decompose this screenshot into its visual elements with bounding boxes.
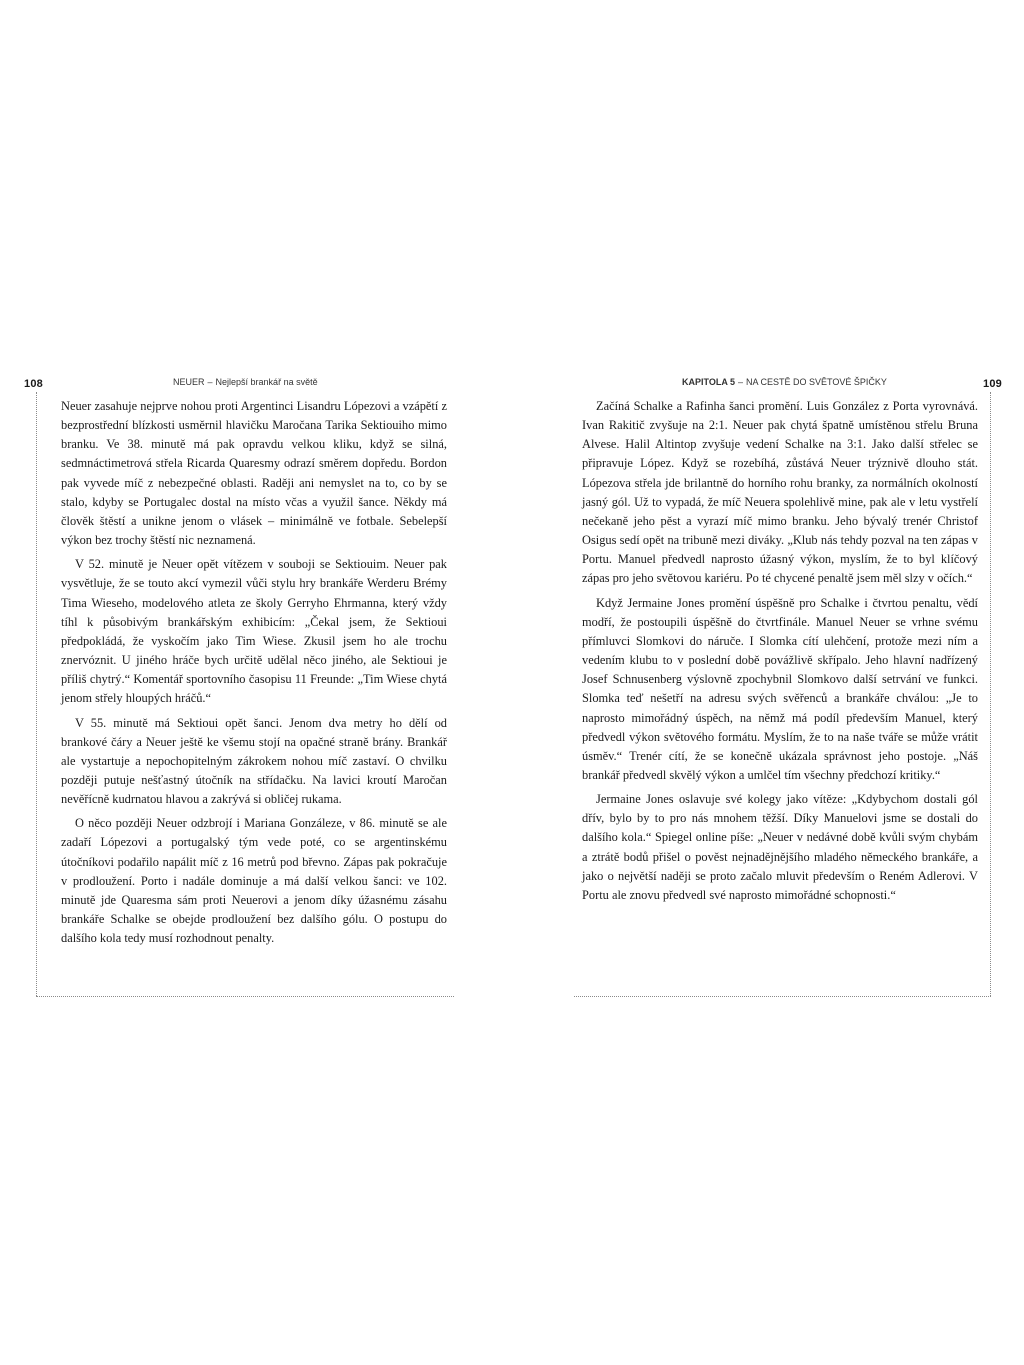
page-number-right: 109 [983, 378, 1002, 390]
left-margin-rule [36, 392, 37, 996]
running-head-book-title: Nejlepší brankář na světě [215, 377, 318, 387]
paragraph: Jermaine Jones oslavuje své kolegy jako vítěze: „Kdybychom dostali gól dřív, bylo by to pro nás mnohem těžší. Díky Manuelovi jsme se dostali do dalšího kola.“ Spiegel online píše: „Neuer v nedávné době kvůli svým chybám a ztrátě bodů přišel o pověst nejnadějnějšího mladého německého brankáře, a jako o největší naději se proto začalo mluvit především o Reném Adlerovi. V Portu ale znovu předvedl své naprosto mimořádné schopnosti.“ [582, 792, 978, 902]
right-bottom-rule [574, 996, 991, 997]
running-head-separator: – [207, 377, 213, 387]
running-head-left [173, 377, 318, 387]
right-margin-rule [990, 392, 991, 996]
right-body-text [582, 397, 978, 910]
left-bottom-rule [36, 996, 454, 997]
paragraph: Neuer zasahuje nejprve nohou proti Argentinci Lisandru Lópezovi a vzápětí z bezprostřední blízkosti usměrnil hlavičku Maročana Tarika Sektiouiho mimo branku. Ve 38. minutě má pak opravdu velkou kliku, když se silná, sedmnáctimetrová střela Ricarda Quaresmy odrazí směrem dopředu. Bordon pak vyvede míč z nebezpečné oblasti. Raději ani nemyslet na to, co by se stalo, kdyby se Portugalec dostal na místo včas a využil šance. Někdy má člověk štěstí a unikne jenom o vlásek – minimálně ve fotbale. Sebelepší výkon bez trochy štěstí nic neznamená. [61, 399, 447, 548]
paragraph: Když Jermaine Jones promění úspěšně pro Schalke i čtvrtou penaltu, vědí modří, že postoupili úspěšně do čtvrtfinále. Manuel Neuer se vrhne svému přímluvci Slomkovi do náruče. I Slomka cítí ulehčení, protože mezi ním a vedením klubu to v poslední době povážlivě skřípalo. Jeho hlavní nadřízený Josef Schnusenberg výslovně zpochybnil Slomkovo další setrvání ve funkci. Slomka teď nešetří na adresu svých svěřenců a brankáře chválou: „Je to naprosto mimořádný úspěch, na němž má podíl především Manuel, který předvedl výkon světového formátu. Myslím, že to na naše tváře se může vrátit úsměv.“ Trenér cítí, že se konečně ukázala správnost jeho postoje. „Náš brankář předvedl skvělý výkon a umlčel tím všechny předchozí kritiky.“ [582, 595, 978, 782]
running-head-right [682, 377, 887, 387]
running-head-author: NEUER [173, 377, 205, 387]
page-number-left: 108 [24, 378, 43, 390]
paragraph: O něco později Neuer odzbrojí i Mariana Gonzáleze, v 86. minutě se ale zadaří Lópezovi a portugalský tým vede poté, co se argentinskému útočníkovi podařilo napálit míč z 16 metrů pod břevno. Zápas pak pokračuje v prodloužení. Porto i nadále dominuje a má další velkou šanci: ve 102. minutě jde Quaresma sám proti Neuerovi a jenom díky úžasnému zásahu brankáře Schalke se obejde prodloužení bez dalšího gólu. O postupu do dalšího kola tedy musí rozhodnout penalty. [61, 816, 447, 946]
paragraph: V 52. minutě je Neuer opět vítězem v souboji se Sektiouim. Neuer pak vysvětluje, že se touto akcí vymezil vůči stylu hry brankáře Werderu Brémy Tima Wieseho, modelového atleta ze školy Gerryho Ehrmanna, který vždy tíhl k působivým brankářským exhibicím: „Čekal jsem, že Sektioui předpokládá, že vyskočím jako Tim Wiese. Zkusil jsem ho ale trochu znervóznit. U jiného hráče bych určitě udělal něco jiného, ale Sektioui je příliš chytrý.“ Komentář sportovního časopisu 11 Freunde: „Tim Wiese chytá jenom střely hloupých hráčů.“ [61, 557, 447, 706]
paragraph: Začíná Schalke a Rafinha šanci promění. Luis González z Porta vyrovnává. Ivan Rakitič zvyšuje na 2:1. Neuer pak chytá špatně umístěnou střelu Bruna Alvese. Halil Altintop zvyšuje vedení Schalke na 3:1. Jako další střelec se připravuje López. Když se rozebíhá, zůstává Neuer trýznivě dlouho stát. Lópezova střela jde brilantně do horního rohu branky, za normálních okolností jasný gól. Už to vypadá, že míč Neuera spolehlivě mine, pak ale v letu vystřelí nečekaně jeho pěst a vyrazí míč mimo branku. Jeho bývalý trenér Christof Osigus sedí opět na tribuně mezi diváky. „Klub nás tehdy pozval na ten zápas v Portu. Manuel předvedl naprosto úžasný výkon, myslím, že to byl klíčový zápas pro jeho světovou kariéru. Po té chycené penaltě jsem měl slzy v očích.“ [582, 399, 978, 586]
running-head-separator: – [738, 377, 744, 387]
paragraph: V 55. minutě má Sektioui opět šanci. Jenom dva metry ho dělí od brankové čáry a Neuer ještě ke všemu stojí na opačné straně brány. Brankář ale vystartuje a nepochopitelným zákrokem nohou míč zastaví. O chvilku později putuje nešťastný útočník na střídačku. Na lavici kroutí Maročan nevěřícně kudrnatou hlavou a zakrývá si obličej rukama. [61, 715, 447, 807]
left-body-text [61, 397, 447, 953]
running-head-chapter: KAPITOLA 5 [682, 377, 736, 387]
running-head-chapter-title: NA CESTĚ DO SVĚTOVÉ ŠPIČKY [746, 377, 887, 387]
